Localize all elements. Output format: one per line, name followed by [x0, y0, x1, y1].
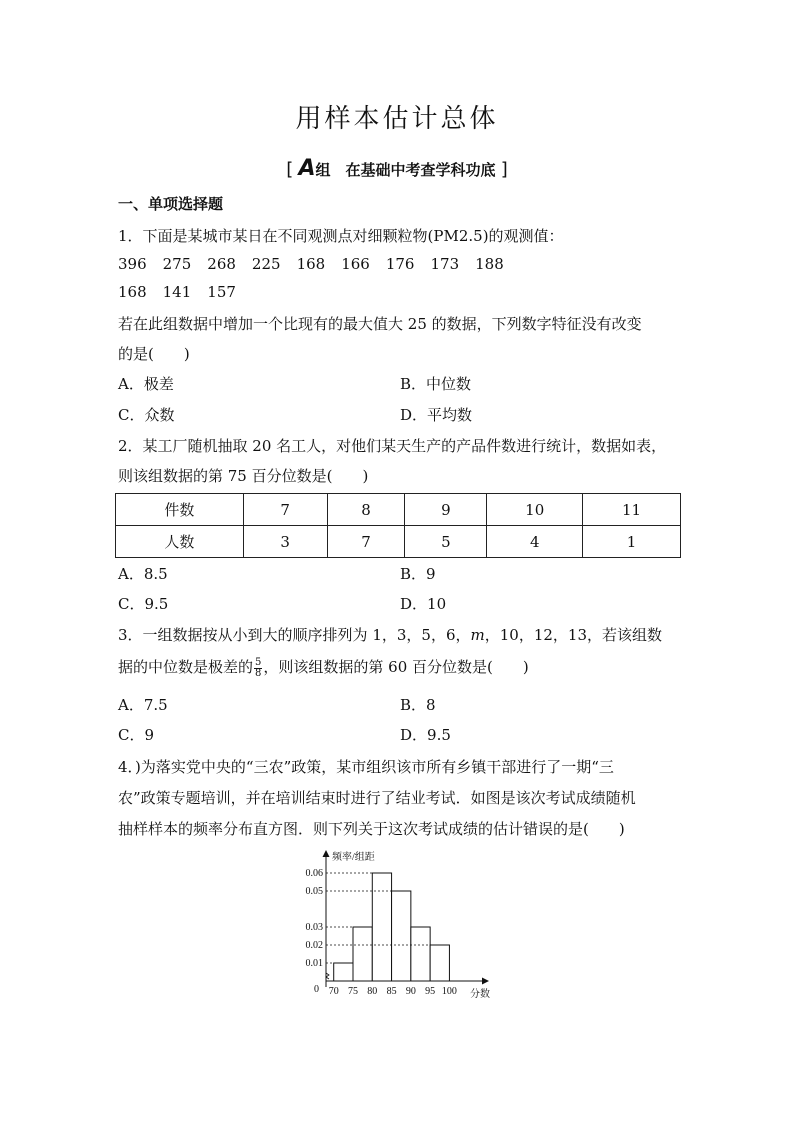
q1-value: 268: [207, 255, 236, 273]
table-cell: 件数: [116, 494, 244, 526]
table-cell: 11: [583, 494, 681, 526]
histogram-bar: [334, 963, 353, 981]
table-cell: 7: [243, 494, 327, 526]
q3-text: 3．一组数据按从小到大的顺序排列为 1，3，5，6，: [118, 626, 471, 644]
x-tick-label: 75: [348, 986, 358, 997]
q1-value: 225: [251, 255, 281, 273]
q1-line-4: 的是( ): [118, 345, 190, 363]
table-cell: 10: [487, 494, 583, 526]
fraction: [254, 658, 262, 679]
q1-stem: 1．下面是某城市某日在不同观测点对细颗粒物(PM2.5)的观测值：: [118, 227, 564, 245]
q4-line-2: 农”政策专题培训，并在培训结束时进行了结业考试．如图是该次考试成绩随机: [118, 789, 636, 807]
q3-line-2: [118, 656, 529, 679]
table-cell: 8: [327, 494, 405, 526]
x-tick-label: 80: [367, 986, 378, 997]
x-axis-label: 分数: [470, 989, 490, 1000]
y-axis-label: 频率/组距: [332, 852, 375, 863]
q1-value: 173: [430, 255, 460, 273]
histogram-bar: [372, 873, 391, 981]
q1-data-row-2: [118, 283, 252, 301]
q3-text: ，则该组数据的第 60 百分位数是( ): [263, 658, 529, 676]
table-cell: 9: [405, 494, 487, 526]
q2-data-table: [115, 493, 681, 558]
q1-option-a[interactable]: A．极差: [118, 375, 174, 393]
q3-option-c[interactable]: C．9: [118, 726, 155, 744]
q4-line-3: 抽样样本的频率分布直方图．则下列关于这次考试成绩的估计错误的是( ): [118, 820, 625, 838]
q1-line-3: 若在此组数据中增加一个比现有的最大值大 25 的数据，下列数字特征没有改变: [118, 315, 642, 333]
x-tick-label: 90: [405, 986, 416, 997]
x-tick-label: 70: [328, 986, 339, 997]
group-letter: A: [298, 156, 316, 181]
q2-line-2: 则该组数据的第 75 百分位数是( ): [118, 467, 369, 485]
q3-variable-m: m: [470, 626, 485, 644]
q3-option-b[interactable]: B．8: [400, 696, 436, 714]
table-cell: 5: [405, 526, 487, 558]
q3-option-d[interactable]: D．9.5: [400, 726, 451, 744]
q2-option-c[interactable]: C．9.5: [118, 595, 169, 613]
q3-option-a[interactable]: A．7.5: [118, 696, 168, 714]
table-cell: 3: [243, 526, 327, 558]
q1-value: 166: [341, 255, 370, 273]
y-tick-label: 0.05: [305, 886, 323, 897]
page-title: 用样本估计总体: [295, 104, 499, 134]
q2-line-1: 2．某工厂随机抽取 20 名工人，对他们某天生产的产品件数进行统计，数据如表，: [118, 437, 667, 455]
histogram-bar: [353, 927, 372, 981]
origin-label: 0: [314, 984, 319, 995]
histogram-bar: [411, 927, 430, 981]
x-tick-label: 85: [386, 986, 397, 997]
group-banner: [0, 156, 794, 181]
q3-text: 据的中位数是极差的: [118, 658, 254, 676]
y-tick-label: 0.02: [305, 940, 323, 951]
q1-data-row-1: [118, 255, 520, 273]
x-tick-label: 100: [441, 986, 457, 997]
fraction-numerator: 5: [255, 656, 262, 668]
q1-value: 157: [207, 283, 236, 301]
q1-value: 275: [162, 255, 192, 273]
q1-value: 141: [162, 283, 192, 301]
q1-value: 168: [118, 283, 147, 301]
table-row: [116, 494, 681, 526]
q3-text: ，10，12，13，若该组数: [484, 626, 662, 644]
table-cell: 人数: [116, 526, 244, 558]
q2-option-b[interactable]: B．9: [400, 565, 436, 583]
section-heading: 一、单项选择题: [118, 195, 224, 213]
histogram-bar: [392, 891, 411, 981]
q4-line-1: 4．)为落实党中央的“三农”政策，某市组织该市所有乡镇干部进行了一期“三: [118, 758, 614, 776]
fraction-denominator: 8: [255, 667, 262, 679]
table-cell: 4: [487, 526, 583, 558]
y-tick-label: 0.06: [305, 868, 323, 879]
bracket-close: ]: [500, 159, 508, 180]
q1-option-b[interactable]: B．中位数: [400, 375, 472, 393]
table-row: [116, 526, 681, 558]
group-label: 组 在基础中考查学科功底: [315, 161, 496, 179]
x-tick-label: 95: [425, 986, 436, 997]
q2-option-d[interactable]: D．10: [400, 595, 447, 613]
q1-option-c[interactable]: C．众数: [118, 406, 175, 424]
q1-value: 176: [385, 255, 415, 273]
table-cell: 7: [327, 526, 405, 558]
y-tick-label: 0.03: [305, 922, 323, 933]
bracket-open: [: [286, 159, 294, 180]
q1-value: 396: [118, 255, 147, 273]
histogram-bar: [430, 945, 449, 981]
q1-value: 168: [296, 255, 326, 273]
frequency-histogram: [296, 845, 506, 1005]
y-tick-label: 0.01: [305, 958, 323, 969]
q1-option-d[interactable]: D．平均数: [400, 406, 473, 424]
q2-option-a[interactable]: A．8.5: [118, 565, 168, 583]
q3-line-1: [118, 624, 662, 645]
table-cell: 1: [583, 526, 681, 558]
q1-value: 188: [475, 255, 504, 273]
